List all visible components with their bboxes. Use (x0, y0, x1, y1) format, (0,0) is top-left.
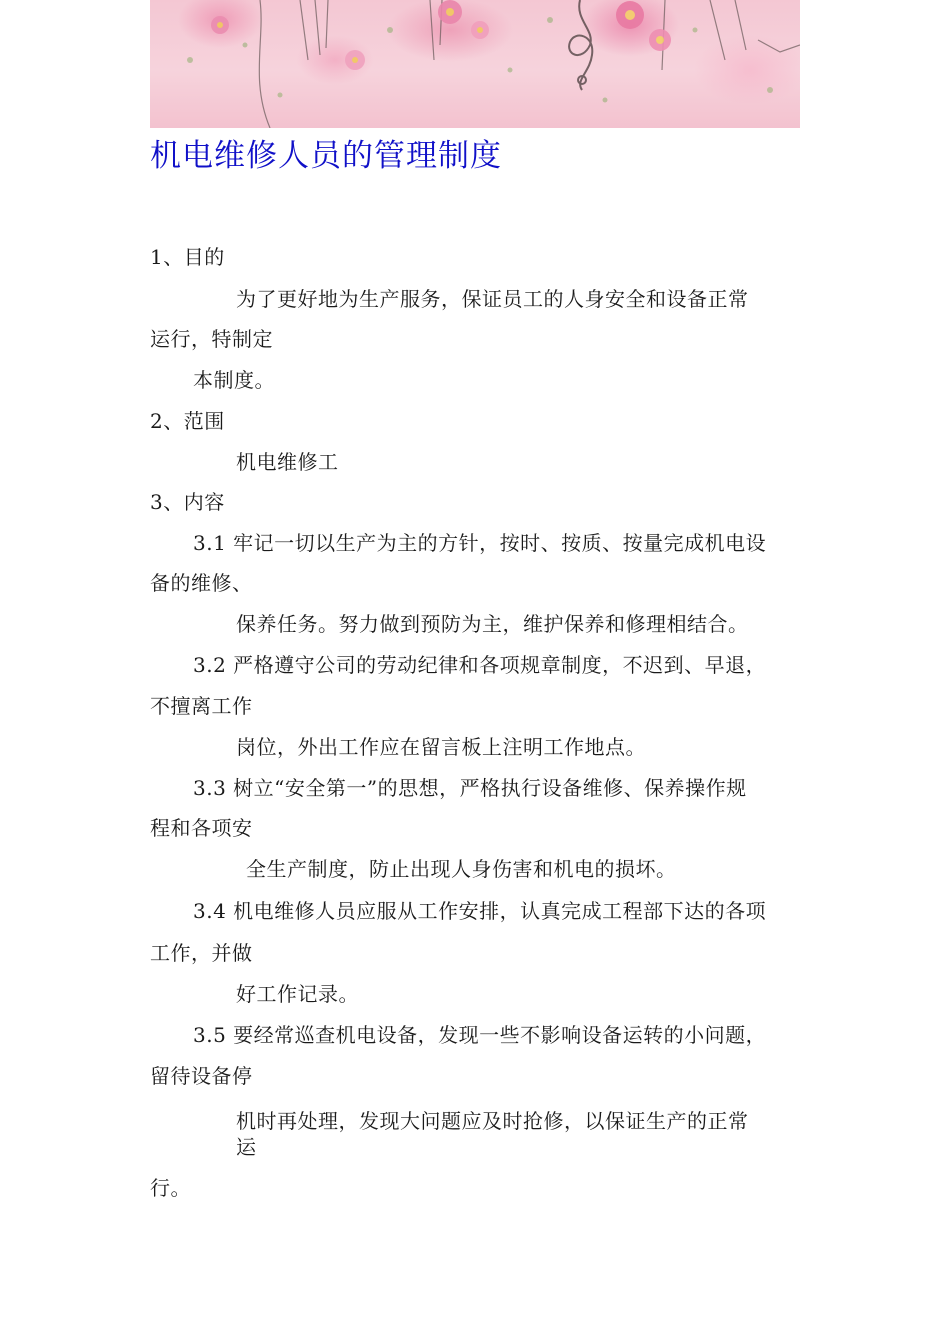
paragraph-line: 留待设备停 (150, 1064, 253, 1088)
paragraph-line: 工作，并做 (150, 941, 253, 965)
paragraph-line: 程和各项安 (150, 816, 253, 840)
paragraph-line: 机电维修工 (236, 450, 339, 474)
paragraph-line: 不擅离工作 (150, 694, 253, 718)
clause-3-1: 3.1 牢记一切以生产为主的方针，按时、按质、按量完成机电设 (193, 531, 767, 555)
paragraph-line: 岗位，外出工作应在留言板上注明工作地点。 (236, 735, 646, 759)
paragraph-line: 机时再处理，发现大问题应及时抢修，以保证生产的正常 (236, 1109, 749, 1133)
paragraph-line: 备的维修、 (150, 571, 253, 595)
paragraph-line: 保养任务。努力做到预防为主，维护保养和修理相结合。 (236, 612, 749, 636)
clause-3-4: 3.4 机电维修人员应服从工作安排，认真完成工程部下达的各项 (193, 899, 767, 923)
paragraph-line: 运 (236, 1135, 257, 1159)
floral-decoration (150, 0, 800, 128)
paragraph-line: 运行，特制定 (150, 327, 273, 351)
section-heading-purpose: 1、目的 (150, 245, 225, 269)
paragraph-line: 全生产制度，防止出现人身伤害和机电的损坏。 (246, 857, 677, 881)
paragraph-line: 本制度。 (193, 368, 275, 392)
header-banner-image (150, 0, 800, 128)
paragraph-line: 好工作记录。 (236, 982, 359, 1006)
paragraph-line: 为了更好地为生产服务，保证员工的人身安全和设备正常 (236, 287, 749, 311)
clause-3-3: 3.3 树立“安全第一”的思想，严格执行设备维修、保养操作规 (193, 776, 747, 800)
paragraph-line: 行。 (150, 1176, 191, 1200)
clause-3-5: 3.5 要经常巡查机电设备，发现一些不影响设备运转的小问题， (193, 1023, 767, 1047)
document-title: 机电维修人员的管理制度 (150, 138, 502, 174)
section-heading-content: 3、内容 (150, 490, 225, 514)
treble-clef-icon (569, 0, 592, 90)
clause-3-2: 3.2 严格遵守公司的劳动纪律和各项规章制度，不迟到、早退， (193, 653, 767, 677)
section-heading-scope: 2、范围 (150, 409, 225, 433)
